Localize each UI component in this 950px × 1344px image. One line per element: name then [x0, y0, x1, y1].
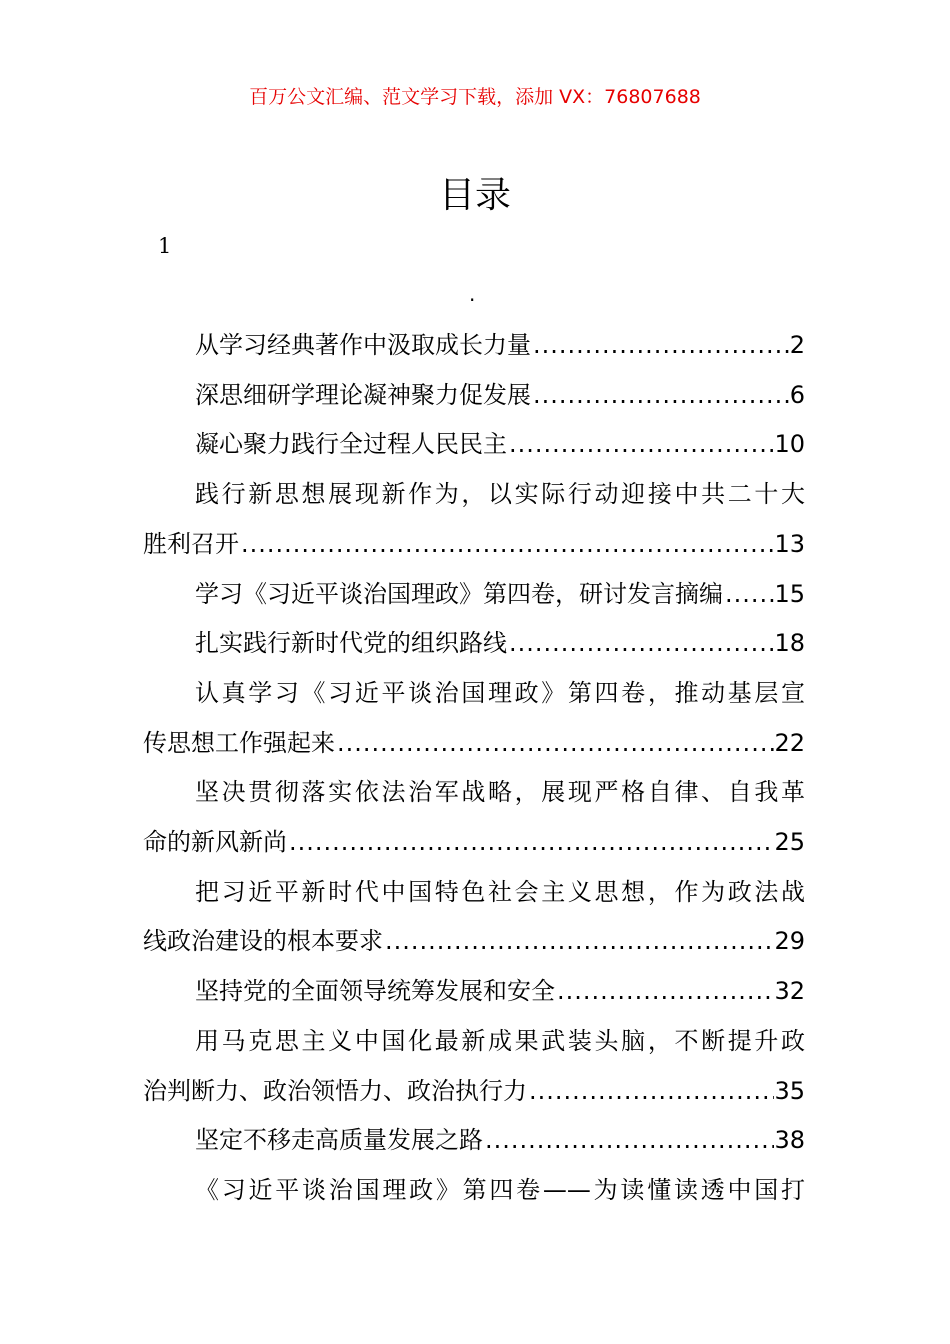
toc-line [143, 917, 805, 967]
toc-line [143, 1116, 805, 1166]
toc-title: 《习近平谈治国理政》第四卷——为读懂读透中国打 [195, 1175, 805, 1204]
toc-entry[interactable] [143, 619, 805, 669]
dot-leader [531, 371, 790, 421]
toc-title: 践行新思想展现新作为，以实际行动迎接中共二十大 [195, 480, 805, 509]
page-number: 1 [158, 234, 172, 258]
toc-page-number: 13 [774, 529, 805, 558]
toc-entry[interactable] [143, 1166, 805, 1216]
dot-leader [483, 1116, 774, 1166]
toc-entry[interactable] [143, 570, 805, 620]
toc-title: 认真学习《习近平谈治国理政》第四卷，推动基层宣 [195, 678, 805, 707]
dot-leader [383, 917, 774, 967]
toc-page-number: 35 [774, 1076, 805, 1105]
toc-page-number: 15 [774, 579, 805, 608]
toc-title: 坚决贯彻落实依法治军战略，展现严格自律、自我革 [195, 778, 805, 807]
toc-line [143, 321, 805, 371]
stray-dot: . [469, 282, 476, 306]
download-banner: 百万公文汇编、范文学习下载，添加 VX：76807688 [249, 86, 701, 108]
toc-title: 从学习经典著作中汲取成长力量 [195, 331, 531, 359]
table-of-contents [143, 321, 805, 1216]
toc-line [143, 570, 805, 620]
toc-page-number: 29 [774, 927, 805, 956]
toc-title: 坚持党的全面领导统筹发展和安全 [195, 977, 555, 1006]
toc-title-continued: 治判断力、政治领悟力、政治执行力 [143, 1076, 527, 1105]
dot-leader [555, 967, 774, 1017]
toc-title: 坚定不移走高质量发展之路 [195, 1126, 483, 1155]
dot-leader [335, 719, 774, 769]
toc-title-continued: 胜利召开 [143, 529, 239, 558]
toc-title-continued: 传思想工作强起来 [143, 728, 335, 757]
toc-title-continued: 线政治建设的根本要求 [143, 927, 383, 956]
dot-leader [239, 520, 774, 570]
toc-page-number: 22 [774, 728, 805, 757]
toc-line [143, 619, 805, 669]
dot-leader [531, 321, 790, 371]
toc-line [143, 520, 805, 570]
toc-page-number: 38 [774, 1126, 805, 1155]
toc-page-number: 18 [774, 629, 805, 658]
toc-entry[interactable] [143, 371, 805, 421]
toc-entry[interactable] [143, 868, 805, 967]
toc-title: 扎实践行新时代党的组织路线 [195, 629, 507, 658]
dot-leader [287, 818, 774, 868]
toc-entry[interactable] [143, 1017, 805, 1116]
toc-line [143, 818, 805, 868]
toc-title: 学习《习近平谈治国理政》第四卷，研讨发言摘编 [195, 579, 723, 608]
toc-line [143, 967, 805, 1017]
toc-entry[interactable] [143, 470, 805, 569]
toc-entry[interactable] [143, 669, 805, 768]
toc-title-continued: 命的新风新尚 [143, 828, 287, 857]
toc-title: 用马克思主义中国化最新成果武装头脑，不断提升政 [195, 1026, 805, 1055]
toc-page-number: 6 [789, 380, 805, 409]
toc-title: 深思细研学理论凝神聚力促发展 [195, 380, 531, 409]
dot-leader [507, 420, 774, 470]
toc-entry[interactable] [143, 1116, 805, 1166]
toc-entry[interactable] [143, 768, 805, 867]
toc-line [143, 719, 805, 769]
toc-title: 凝心聚力践行全过程人民民主 [195, 430, 507, 459]
toc-line [143, 371, 805, 421]
toc-entry[interactable] [143, 420, 805, 470]
dot-leader [527, 1067, 774, 1117]
toc-page-number: 10 [774, 430, 805, 459]
page-title: 目录 [438, 175, 511, 216]
toc-page-number: 32 [774, 977, 805, 1006]
toc-entry[interactable] [143, 967, 805, 1017]
toc-title: 把习近平新时代中国特色社会主义思想，作为政法战 [195, 877, 805, 906]
toc-entry[interactable] [143, 321, 805, 371]
toc-page-number: 2 [789, 331, 805, 359]
toc-line [143, 420, 805, 470]
dot-leader [723, 570, 774, 620]
toc-line [143, 1067, 805, 1117]
dot-leader [507, 619, 774, 669]
toc-page-number: 25 [774, 828, 805, 857]
